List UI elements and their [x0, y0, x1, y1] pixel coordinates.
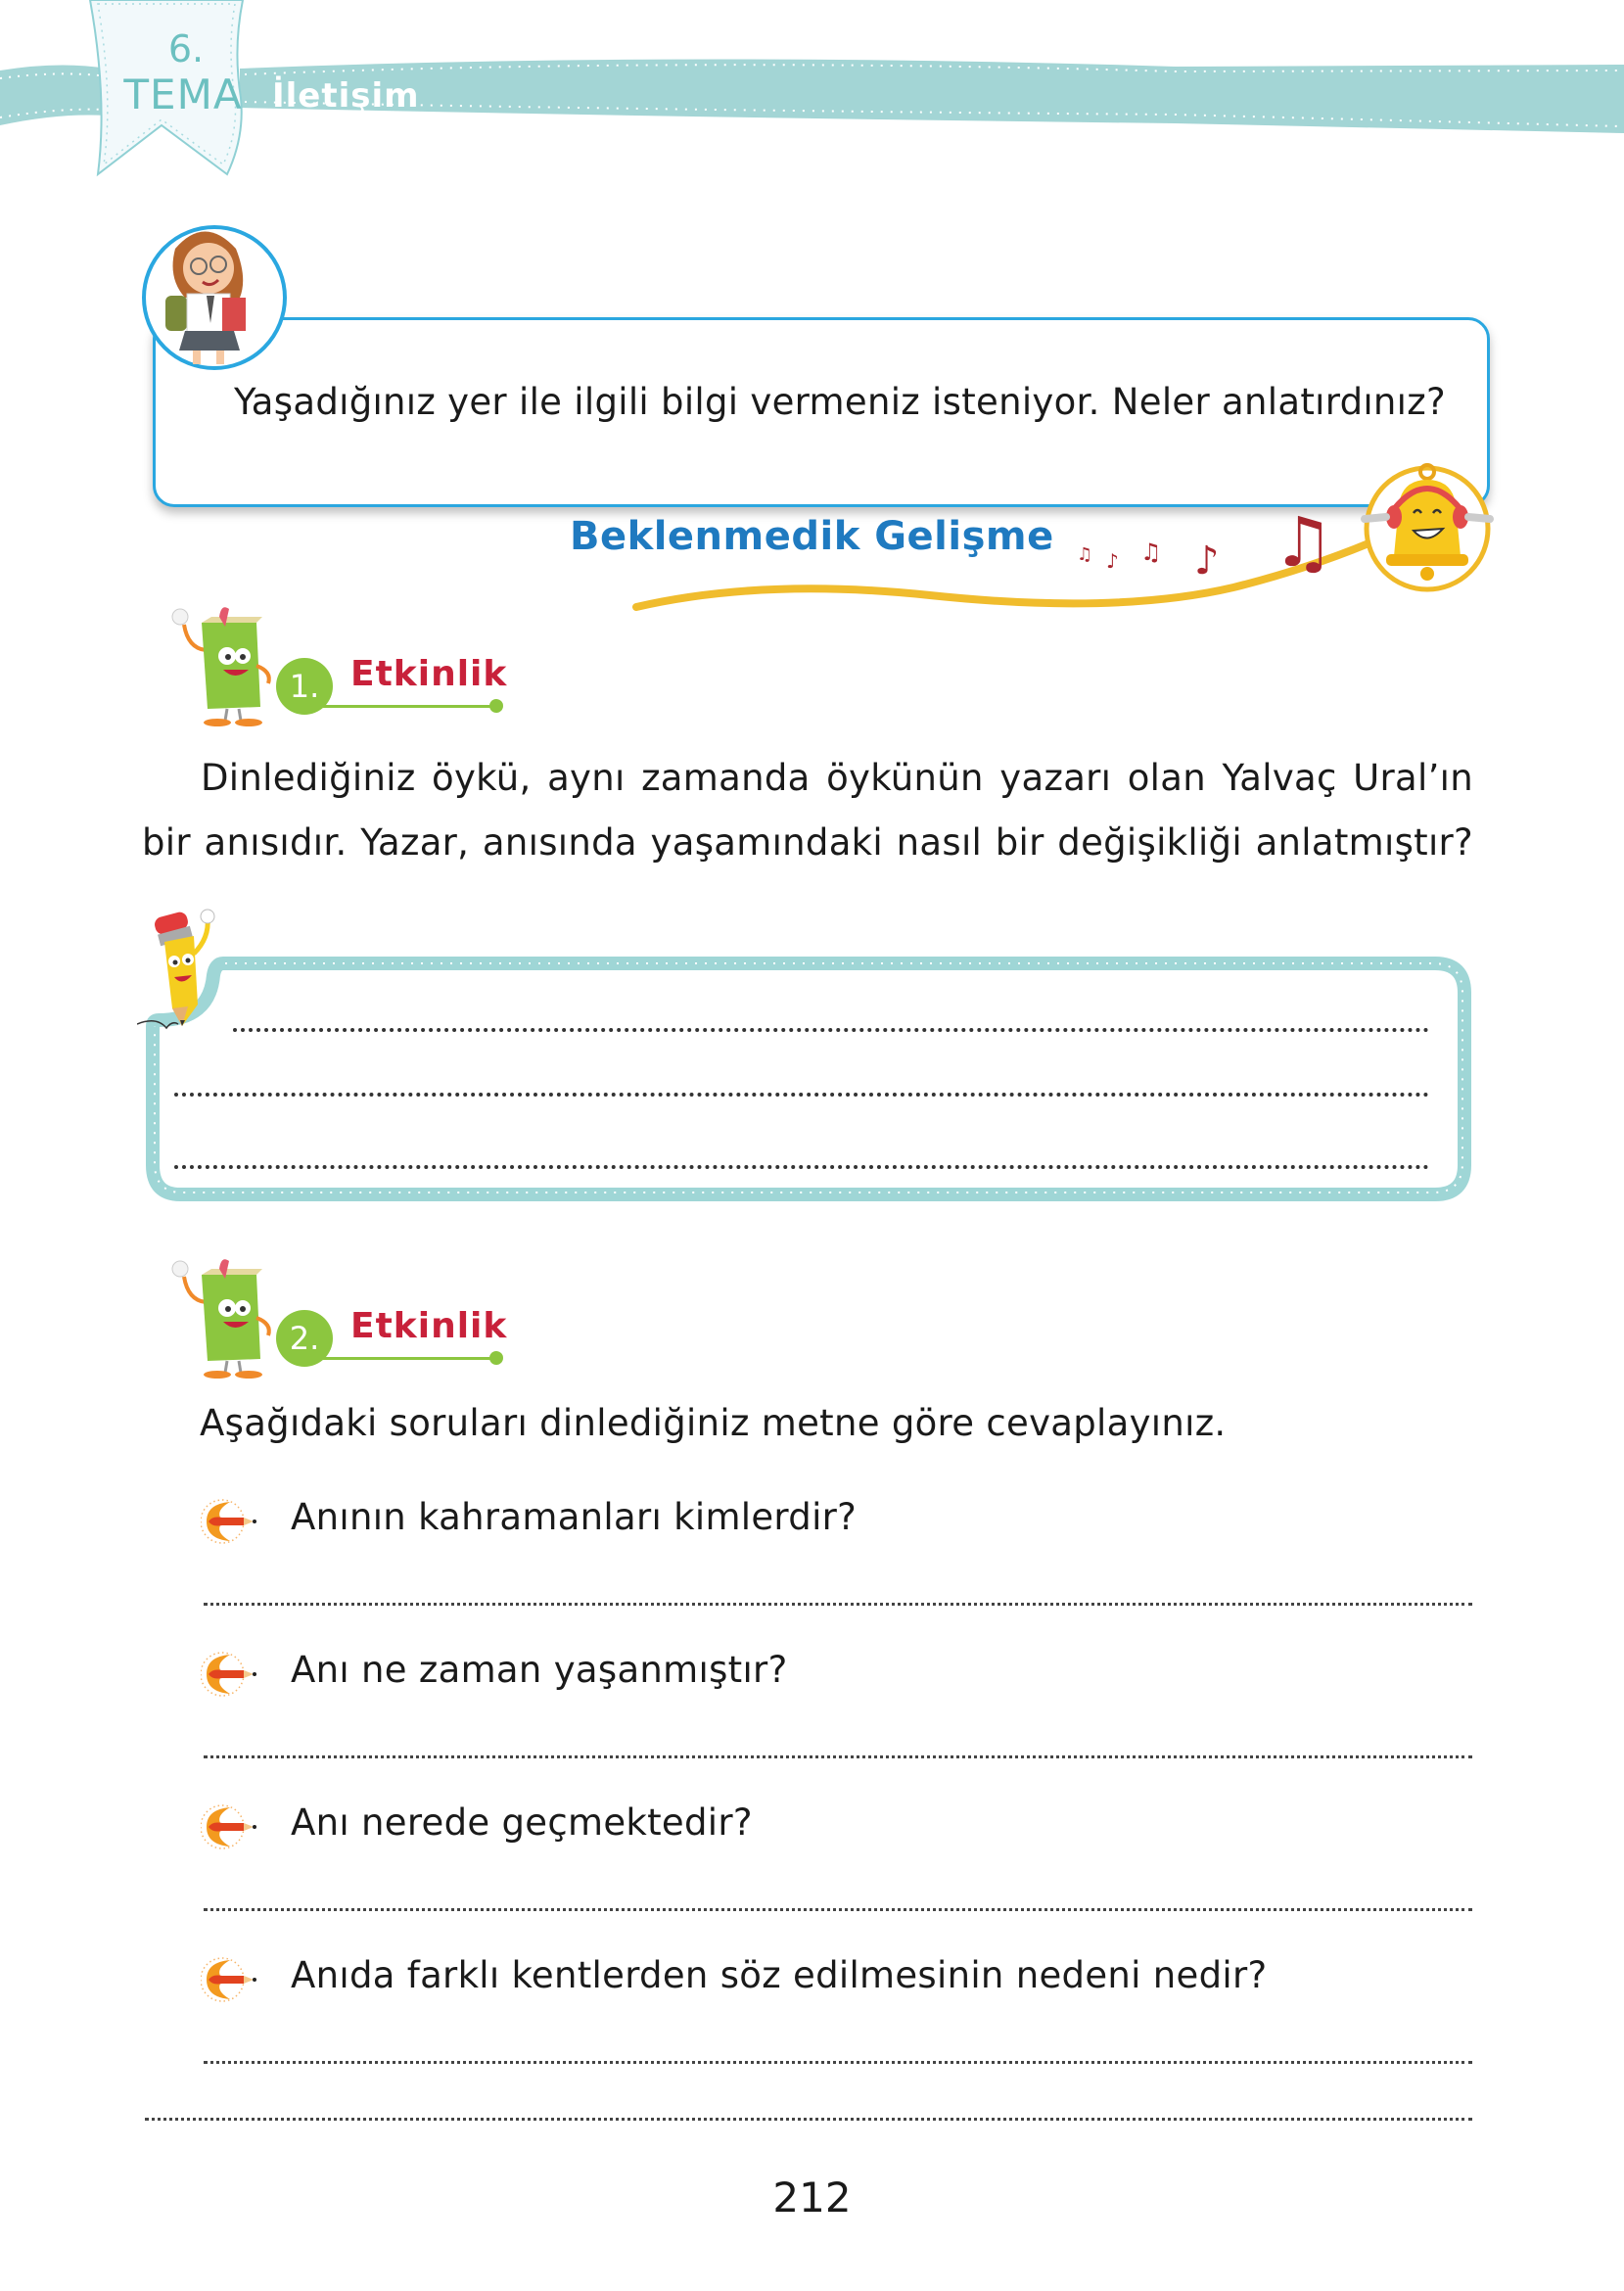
- svg-text:♪: ♪: [1194, 538, 1220, 584]
- pencil-mascot-icon: [137, 899, 235, 1036]
- activity-1-header: [166, 599, 519, 736]
- question-text: Anıda farklı kentlerden söz edilmesinin nedeni nedir?: [291, 1954, 1268, 1996]
- answer-line[interactable]: [204, 1603, 1472, 1606]
- prompt-box: [153, 317, 1490, 507]
- svg-text:♫: ♫: [1140, 538, 1162, 566]
- girl-student-icon: [142, 225, 287, 370]
- answer-box[interactable]: [145, 956, 1472, 1202]
- answer-line[interactable]: [233, 1028, 1429, 1032]
- svg-text:♫: ♫: [1077, 544, 1093, 565]
- activity-underline-dot: [489, 699, 503, 713]
- question-text: Anının kahramanları kimlerdir?: [291, 1496, 858, 1538]
- book-mascot-icon: [166, 599, 279, 726]
- answer-line[interactable]: [204, 2061, 1472, 2064]
- theme-label: TEMA: [123, 70, 243, 118]
- book-mascot-icon: [166, 1251, 279, 1379]
- bell-with-headphones-icon: [1359, 458, 1496, 595]
- theme-number: 6.: [167, 27, 205, 70]
- activity-number: 2.: [276, 1310, 333, 1367]
- section-title: Beklenmedik Gelişme: [570, 514, 1054, 559]
- pencil-bullet-icon: [201, 1801, 259, 1852]
- answer-line[interactable]: [204, 1908, 1472, 1911]
- question-text: Anı nerede geçmektedir?: [291, 1801, 753, 1844]
- activity-number: 1.: [276, 658, 333, 715]
- question-text: Anı ne zaman yaşanmıştır?: [291, 1649, 788, 1691]
- prompt-text: Yaşadığınız yer ile ilgili bilgi vermeniz isteniyor. Neler anlatırdınız?: [234, 381, 1446, 423]
- answer-line[interactable]: [204, 1755, 1472, 1758]
- activity-label: Etkinlik: [350, 1306, 508, 1346]
- activity-1-question: [142, 746, 1473, 875]
- pencil-bullet-icon: [201, 1496, 259, 1547]
- activity-label: Etkinlik: [350, 654, 508, 694]
- theme-title: İletişim: [272, 76, 420, 116]
- activity-2-instructions: Aşağıdaki soruları dinlediğiniz metne göre cevaplayınız.: [200, 1402, 1227, 1444]
- activity-underline: [323, 705, 494, 708]
- activity-2-header: [166, 1251, 519, 1388]
- answer-line[interactable]: [145, 2118, 1472, 2121]
- activity-underline-dot: [489, 1351, 503, 1365]
- pencil-bullet-icon: [201, 1649, 259, 1700]
- paragraph-line-2: bir anısıdır. Yazar, anısında yaşamındaki nasıl bir değişikliği anlatmıştır?: [142, 821, 1473, 864]
- answer-line[interactable]: [174, 1165, 1429, 1169]
- page-number: 212: [772, 2174, 852, 2221]
- theme-header: [0, 0, 1624, 196]
- paragraph-line-1: Dinlediğiniz öykü, aynı zamanda öykünün yazarı olan Yalvaç Ural’ın: [201, 757, 1473, 799]
- svg-text:♫: ♫: [1273, 509, 1334, 583]
- answer-line[interactable]: [174, 1093, 1429, 1097]
- activity-underline: [323, 1357, 494, 1360]
- pencil-bullet-icon: [201, 1954, 259, 2005]
- svg-text:♪: ♪: [1106, 549, 1119, 573]
